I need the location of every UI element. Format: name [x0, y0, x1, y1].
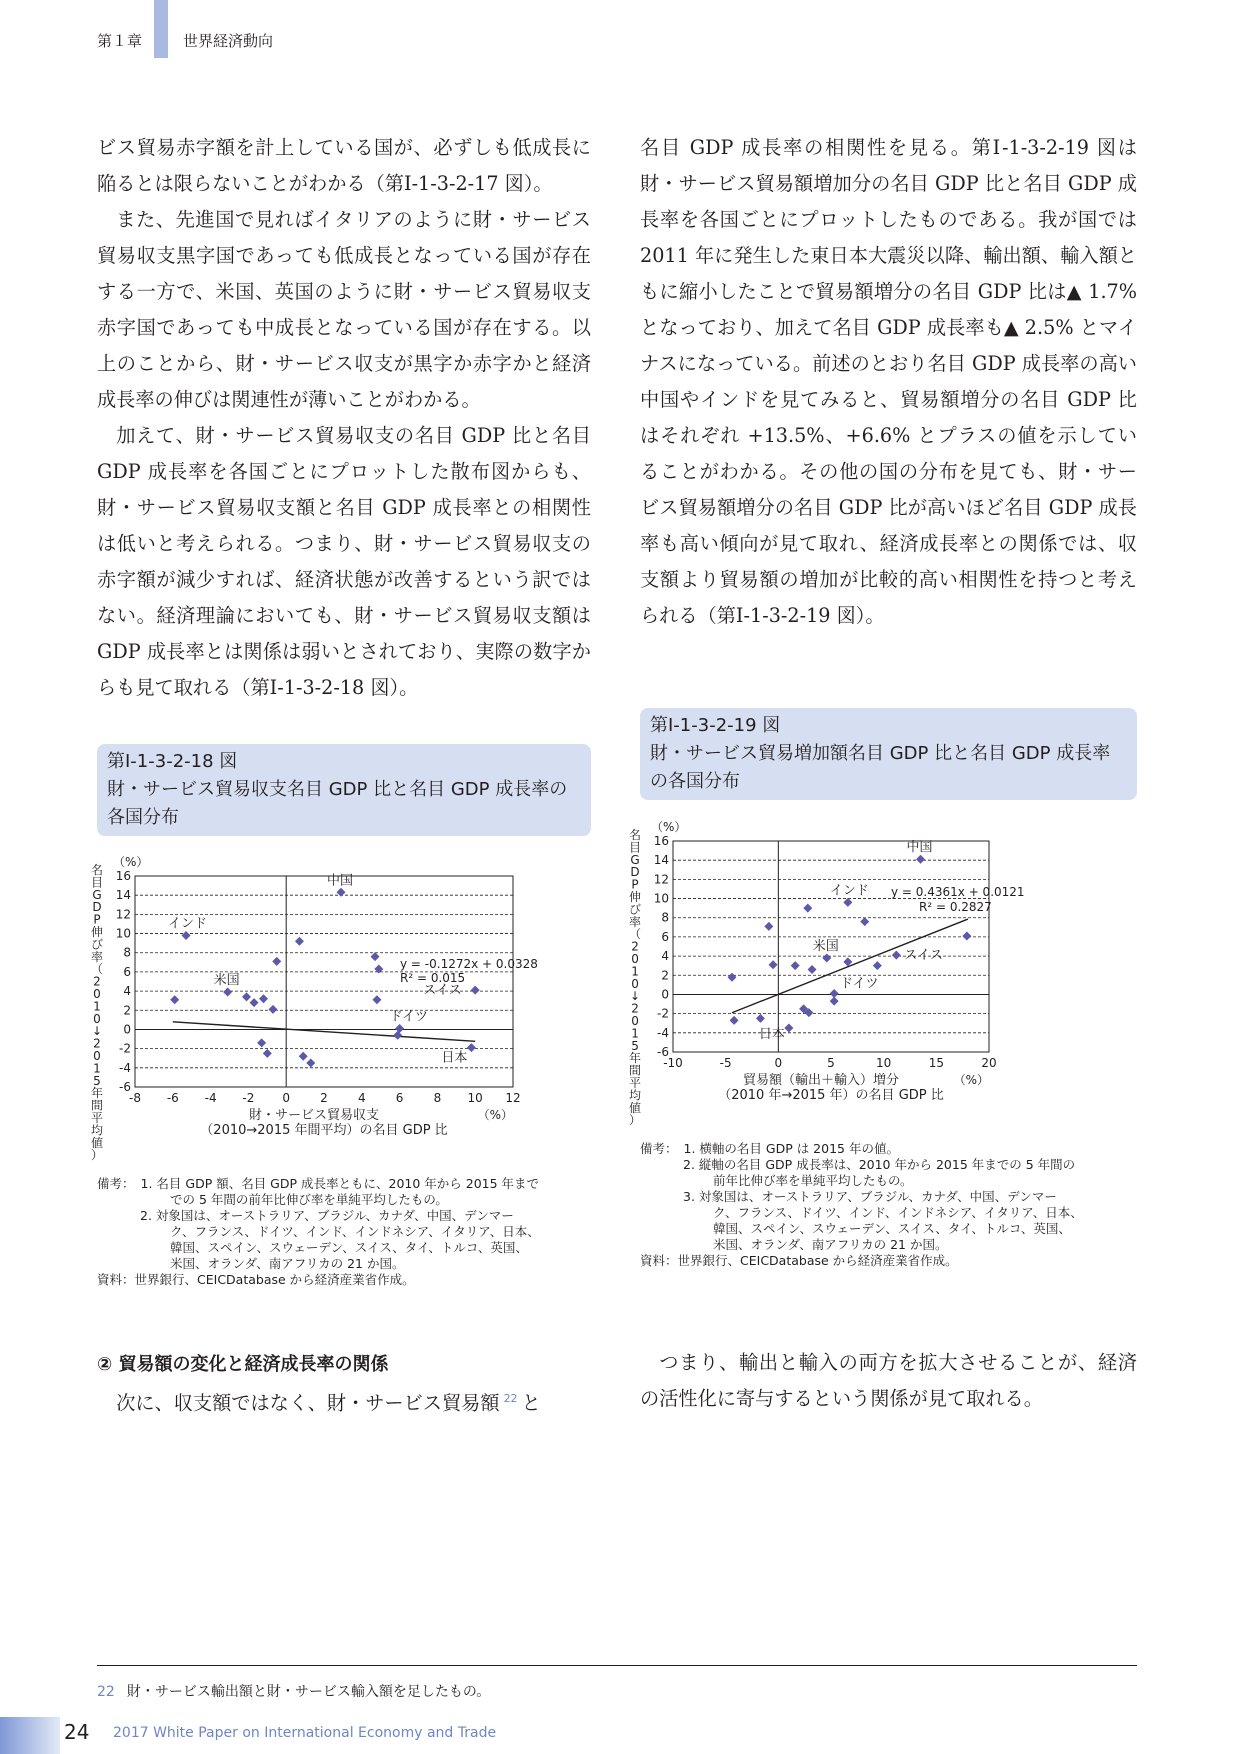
data-point — [372, 995, 381, 1004]
x-axis-label: 財・サービス貿易収支 — [248, 1108, 380, 1123]
x-tick-label: 10 — [467, 1091, 483, 1105]
data-point — [371, 952, 380, 961]
x-tick-label: 0 — [774, 1056, 783, 1070]
data-point — [257, 1038, 266, 1047]
left-paragraph-2: また、先進国で見ればイタリアのように財・サービス貿易収支黒字国であっても低成長となっている国が存在する一方で、米国、英国のように財・サービス貿易収支赤字国であっても中成長となっている国が存在する。以上のことから、財・サービス収支が黒字か赤字かと経済成長率の伸びは関連性が薄いことがわかる。 — [97, 208, 591, 411]
data-point — [259, 994, 268, 1003]
x-axis-label: 貿易額（輸出＋輸入）増分 — [742, 1073, 900, 1088]
y-axis-label-char: ） — [90, 1148, 104, 1163]
y-tick-label: 10 — [653, 891, 669, 906]
y-axis-label-char: 平 — [628, 1076, 642, 1090]
x-tick-label: 0 — [282, 1091, 291, 1105]
data-point — [263, 1049, 272, 1058]
y-axis-label-char: 伸 — [628, 890, 642, 904]
country-label: 米国 — [812, 939, 839, 955]
page-number: 24 — [64, 1720, 90, 1744]
section-right-text — [640, 1345, 1137, 1417]
y-axis-label-char: P — [631, 877, 639, 892]
y-axis-label-char: ↓ — [91, 1024, 103, 1039]
y-axis-label-char: 名 — [628, 828, 642, 842]
fig18-scatter-chart — [90, 840, 650, 1170]
data-point — [395, 1024, 404, 1033]
fig18-note-line: 韓国、スペイン、スウェーデン、スイス、タイ、トルコ、英国、 — [170, 1240, 528, 1255]
data-point — [784, 1024, 793, 1033]
data-point — [730, 1016, 739, 1025]
country-label: 米国 — [213, 973, 240, 989]
x-tick-label: 5 — [827, 1056, 835, 1070]
country-label: 日本 — [758, 1027, 785, 1043]
x-tick-label: -10 — [663, 1056, 683, 1070]
y-axis-label-char: ） — [628, 1113, 642, 1128]
y-axis-label-char: 2 — [93, 974, 101, 989]
trend-line — [732, 919, 968, 1013]
fig18-note-line: 米国、オランダ、南アフリカの 21 か国。 — [170, 1256, 405, 1271]
x-tick-label: 15 — [928, 1056, 944, 1070]
y-tick-label: -2 — [657, 1006, 669, 1021]
y-axis-label-char: 0 — [93, 1011, 101, 1026]
data-point — [223, 988, 232, 997]
data-point — [808, 965, 817, 974]
y-tick-label: -4 — [657, 1025, 669, 1040]
left-column — [97, 130, 591, 706]
data-point — [242, 992, 251, 1001]
data-point — [860, 917, 869, 926]
y-tick-label: 2 — [123, 1003, 131, 1018]
data-point — [962, 931, 971, 940]
chapter-title: 世界経済動向 — [183, 32, 274, 50]
y-axis-label-char: 1 — [631, 964, 639, 979]
y-tick-label: 0 — [123, 1022, 131, 1037]
fig18-note-line: 2. 対象国は、オーストラリア、ブラジル、カナダ、中国、デンマー — [140, 1208, 514, 1223]
y-axis-label-char: 0 — [631, 1014, 639, 1028]
fig19-note-line: 米国、オランダ、南アフリカの 21 か国。 — [713, 1237, 948, 1252]
footer-title: 2017 White Paper on International Economy and Trade — [113, 1725, 497, 1741]
country-label: ドイツ — [389, 1009, 428, 1025]
y-tick-label: 16 — [115, 869, 131, 883]
left-paragraph-1: ビス貿易赤字額を計上している国が、必ずしも低成長に陥るとは限らないことがわかる（第Ⅰ-1-3-2-17 図）。 — [97, 136, 591, 195]
fig18-note-line: での 5 年間の前年比伸び率を単純平均したもの。 — [170, 1192, 448, 1207]
left-paragraph-3: 加えて、財・サービス貿易収支の名目 GDP 比と名目 GDP 成長率を各国ごとにプロットした散布図からも、財・サービス貿易収支額と名目 GDP 成長率との相関性は低いと考えられる。つまり、財・サービス貿易収支の赤字額が減少すれば、経済状態が改善するという訳ではない。経済理論においても、財・サービス貿易収支額は GDP 成長率とは関係は弱いとされており、実際の数字からも見て取れる（第Ⅰ-1-3-2-18 図）。 — [97, 424, 591, 699]
y-tick-label: 14 — [653, 853, 669, 868]
y-axis-label-char: 名 — [90, 863, 104, 877]
data-point — [830, 989, 839, 998]
fig18-source: 資料：世界銀行、CEICDatabase から経済産業省作成。 — [97, 1272, 415, 1287]
y-axis-label-char: び — [90, 937, 104, 952]
y-axis-label-char: 間 — [90, 1098, 104, 1113]
fig19-note-line: 3. 対象国は、オーストラリア、ブラジル、カナダ、中国、デンマー — [683, 1189, 1057, 1204]
section-left-tail: と — [521, 1391, 541, 1415]
section-left-sentence: 次に、収支額ではなく、財・サービス貿易額 — [116, 1391, 500, 1415]
data-point — [250, 998, 259, 1007]
trend-line — [173, 1022, 475, 1042]
data-point — [727, 973, 736, 982]
y-tick-label: 8 — [661, 910, 669, 925]
y-axis-label-char: 値 — [90, 1135, 104, 1150]
footnote-ref[interactable]: 22 — [503, 1392, 518, 1405]
country-label: 中国 — [327, 873, 354, 889]
y-tick-label: 12 — [115, 907, 131, 922]
data-point — [873, 961, 882, 970]
y-axis-label-char: 率 — [90, 949, 104, 964]
x-tick-label: 6 — [395, 1091, 404, 1105]
data-point — [822, 954, 831, 963]
fig19-note-line: 2. 縦軸の名目 GDP 成長率は、2010 年から 2015 年までの 5 年間の — [683, 1157, 1076, 1172]
fig19-scatter-chart — [628, 805, 1193, 1135]
y-axis-label-char: （ — [628, 927, 642, 942]
y-tick-label: 4 — [123, 984, 131, 999]
fig19-caption — [640, 708, 1137, 800]
trend-equation: y = -0.1272x + 0.0328 — [400, 957, 538, 971]
y-tick-label: 2 — [661, 968, 669, 983]
right-paragraph-1: 名目 GDP 成長率の相関性を見る。第Ⅰ-1-3-2-19 図は財・サービス貿易額増加分の名目 GDP 比と名目 GDP 成長率を各国ごとにプロットしたものである。我が国では 2011 年に発生した東日本大震災以降、輸出額、輸入額ともに縮小したことで貿易額増分の名目 GDP 比は▲ 1.7% となっており、加えて名目 GDP 成長率も▲ 2.5% とマイナスになっている。前述のとおり名目 GDP 成長率の高い中国やインドを見てみると、貿易額増分の名目 GDP 比はそれぞれ +13.5%、+6.6% とプラスの値を示していることがわかる。その他の国の分布を見ても、財・サービス貿易額増分の名目 GDP 比が高いほど名目 GDP 成長率も高い傾向が見て取れ、経済成長率との関係では、収支額より貿易額の増加が比較的高い相関性を持つと考えられる（第Ⅰ-1-3-2-19 図）。 — [640, 136, 1137, 627]
data-point — [756, 1014, 765, 1023]
y-axis-label-char: 年 — [628, 1051, 642, 1066]
y-axis-label-char: び — [628, 902, 642, 917]
y-tick-label: -2 — [119, 1041, 131, 1056]
data-point — [916, 855, 925, 864]
data-point — [393, 1031, 402, 1040]
data-point — [182, 931, 191, 940]
fig19-number: 第Ⅰ-1-3-2-19 図 — [650, 715, 781, 736]
y-tick-label: 0 — [661, 987, 669, 1002]
data-point — [299, 1052, 308, 1061]
y-axis-label-char: 1 — [93, 999, 101, 1014]
y-axis-label-char: G — [630, 852, 640, 867]
fig18-caption — [97, 744, 591, 836]
y-axis-label-char: 均 — [90, 1123, 104, 1138]
y-axis-label-char: 0 — [631, 952, 639, 966]
y-tick-label: 12 — [653, 872, 669, 887]
fig19-note-line: 1. 横軸の名目 GDP は 2015 年の値。 — [683, 1141, 899, 1156]
footnote-text: 財・サービス輸出額と財・サービス輸入額を足したもの。 — [126, 1684, 491, 1700]
y-axis-label-char: 目 — [90, 875, 104, 890]
y-axis-label-char: 2 — [631, 939, 639, 954]
y-tick-label: 14 — [115, 888, 131, 903]
x-axis-label-2: （2010→2015 年間平均）の名目 GDP 比 — [200, 1123, 448, 1138]
country-label: ドイツ — [840, 976, 879, 992]
fig19-title: 財・サービス貿易増加額名目 GDP 比と名目 GDP 成長率の各国分布 — [650, 743, 1111, 792]
x-tick-label: -4 — [204, 1091, 217, 1105]
x-tick-label: 12 — [505, 1091, 521, 1105]
section-heading: ② 貿易額の変化と経済成長率の関係 — [97, 1354, 389, 1375]
data-point — [295, 937, 304, 946]
data-point — [272, 957, 281, 966]
data-point — [769, 960, 778, 969]
y-axis-label-char: 0 — [631, 976, 639, 991]
y-tick-label: 16 — [653, 834, 669, 848]
y-tick-label: 4 — [661, 949, 669, 964]
fig19-note-line: ク、フランス、ドイツ、インド、インドネシア、イタリア、日本、 — [713, 1205, 1083, 1220]
x-unit: （%） — [477, 1108, 513, 1122]
fig18-notes-label: 備考： — [97, 1176, 135, 1191]
y-tick-label: 10 — [115, 926, 131, 941]
r-squared: R² = 0.015 — [400, 971, 466, 985]
right-column — [640, 130, 1137, 634]
y-axis-label-char: G — [92, 887, 102, 902]
data-point — [830, 997, 839, 1006]
fig19-notes-label: 備考： — [640, 1141, 678, 1156]
fig19-note-line: 韓国、スペイン、スウェーデン、スイス、タイ、トルコ、英国、 — [713, 1221, 1071, 1236]
y-axis-label-char: 平 — [90, 1111, 104, 1125]
fig19-notes — [640, 1141, 1140, 1269]
section-left-text — [97, 1381, 591, 1421]
y-axis-label-char: 間 — [628, 1063, 642, 1078]
x-tick-label: 20 — [981, 1056, 997, 1070]
x-tick-label: 4 — [357, 1091, 366, 1105]
x-tick-label: -5 — [719, 1056, 732, 1070]
y-axis-label-char: 率 — [628, 914, 642, 929]
y-axis-label-char: （ — [90, 962, 104, 977]
data-point — [843, 898, 852, 907]
y-unit: （%） — [651, 820, 687, 834]
y-axis-label-char: 1 — [93, 1061, 101, 1076]
fig18-number: 第Ⅰ-1-3-2-18 図 — [107, 751, 238, 772]
data-point — [170, 995, 179, 1004]
fig18-notes — [97, 1176, 597, 1288]
x-tick-label: -8 — [129, 1091, 141, 1105]
y-tick-label: 6 — [123, 964, 131, 979]
footnote — [97, 1681, 490, 1701]
y-axis-label-char: 2 — [631, 1001, 639, 1016]
y-axis-label-char: 5 — [93, 1073, 101, 1088]
y-unit: （%） — [113, 855, 149, 869]
y-axis-label-char: ↓ — [629, 989, 641, 1004]
country-label: 日本 — [441, 1050, 468, 1066]
y-tick-label: 8 — [123, 945, 131, 960]
x-tick-label: 10 — [876, 1056, 892, 1070]
data-point — [892, 951, 901, 960]
y-axis-label-char: 均 — [628, 1088, 642, 1103]
footer-accent — [0, 1717, 60, 1754]
footnote-number: 22 — [97, 1684, 115, 1700]
y-axis-label-char: 2 — [93, 1036, 101, 1051]
data-point — [306, 1059, 315, 1068]
data-point — [471, 986, 480, 995]
y-tick-label: -6 — [657, 1045, 669, 1059]
chapter-label: 第１章 — [97, 32, 143, 50]
section-right-paragraph: つまり、輸出と輸入の両方を拡大させることが、経済の活性化に寄与するという関係が見て取れる。 — [640, 1351, 1137, 1410]
x-tick-label: 2 — [320, 1091, 328, 1105]
data-point — [268, 1005, 277, 1014]
trend-equation: y = 0.4361x + 0.0121 — [891, 885, 1025, 899]
country-label: スイス — [904, 948, 943, 964]
x-tick-label: -2 — [242, 1091, 255, 1105]
y-axis-label-char: 伸 — [90, 925, 104, 939]
y-tick-label: -6 — [119, 1080, 131, 1094]
data-point — [467, 1043, 476, 1052]
x-tick-label: -6 — [166, 1091, 179, 1105]
fig19-note-line: 前年比伸び率を単純平均したもの。 — [713, 1173, 913, 1188]
chapter-accent-bar — [154, 0, 168, 58]
x-unit: （%） — [953, 1073, 989, 1087]
y-axis-label-char: 目 — [628, 840, 642, 855]
data-point — [803, 904, 812, 913]
data-point — [791, 961, 800, 970]
country-label: インド — [829, 883, 869, 899]
r-squared: R² = 0.2827 — [919, 900, 992, 914]
country-label: 中国 — [906, 840, 933, 856]
y-axis-label-char: 5 — [631, 1038, 639, 1053]
y-tick-label: -4 — [119, 1060, 131, 1075]
fig19-source: 資料：世界銀行、CEICDatabase から経済産業省作成。 — [640, 1253, 958, 1268]
x-tick-label: 8 — [433, 1091, 442, 1105]
y-axis-label-char: 1 — [631, 1026, 639, 1041]
country-label: スイス — [423, 983, 462, 999]
y-axis-label-char: D — [630, 865, 640, 880]
y-axis-label-char: 値 — [628, 1100, 642, 1115]
footnote-divider — [97, 1665, 1137, 1666]
y-tick-label: 6 — [661, 929, 669, 944]
y-axis-label-char: 年 — [90, 1086, 104, 1101]
x-axis-label-2: （2010 年→2015 年）の名目 GDP 比 — [718, 1088, 944, 1103]
y-axis-label-char: 0 — [93, 1049, 101, 1063]
fig18-note-line: ク、フランス、ドイツ、インド、インドネシア、イタリア、日本、 — [170, 1224, 540, 1239]
fig18-note-line: 1. 名目 GDP 額、名目 GDP 成長率ともに、2010 年から 2015 年まで — [140, 1176, 540, 1191]
y-axis-label-char: D — [92, 900, 102, 915]
data-point — [764, 922, 773, 931]
fig18-title: 財・サービス貿易収支名目 GDP 比と名目 GDP 成長率の各国分布 — [107, 779, 568, 828]
country-label: インド — [168, 916, 208, 932]
y-axis-label-char: P — [93, 912, 101, 927]
y-axis-label-char: 0 — [93, 987, 101, 1001]
